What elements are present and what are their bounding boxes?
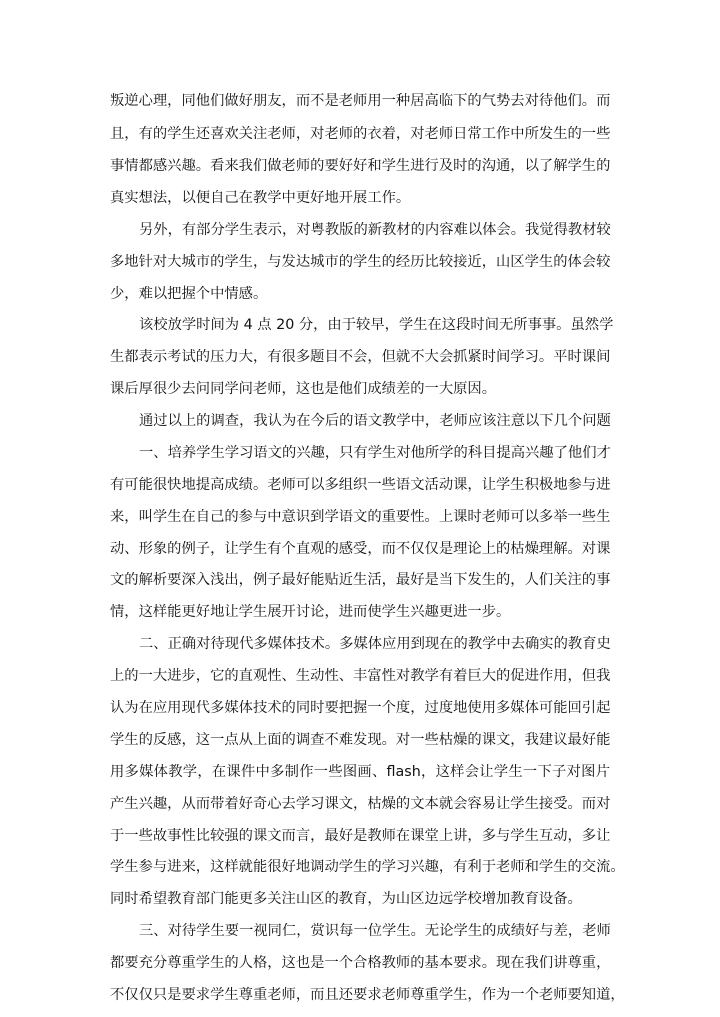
paragraph-2-line-2: 多地针对大城市的学生，与发达城市的学生的经历比较接近，山区学生的体会较 [110,254,611,270]
paragraph-6-line-3: 认为在应用现代多媒体技术的同时要把握一个度，过度地使用多媒体可能回引起 [110,700,611,716]
paragraph-3-line-1: 该校放学时间为 4 点 20 分，由于较早，学生在这段时间无所事事。虽然学 [139,317,614,333]
paragraph-4-line-1: 通过以上的调查，我认为在今后的语文教学中，老师应该注意以下几个问题 [139,413,611,429]
paragraph-1-line-1: 叛逆心理，同他们做好朋友，而不是老师用一种居高临下的气势去对待他们。而 [110,93,611,109]
paragraph-1-line-3: 事情都感兴趣。看来我们做老师的要好好和学生进行及时的沟通，以了解学生的 [110,158,611,174]
paragraph-6-line-9: 同时希望教育部门能更多关注山区的教育，为山区边远学校增加教育设备。 [110,891,582,907]
paragraph-5-line-6: 情，这样能更好地让学生展开讨论，进而使学生兴趣更进一步。 [110,604,511,620]
paragraph-6-line-4: 学生的反感，这一点从上面的调查不难发现。对一些枯燥的课文，我建议最好能 [110,732,611,748]
paragraph-6-line-5: 用多媒体教学，在课件中多制作一些图画、flash，这样会让学生一下子对图片 [110,764,610,780]
paragraph-5-line-2: 有可能很快地提高成绩。老师可以多组织一些语文活动课，让学生积极地参与进 [110,477,611,493]
paragraph-2-line-1: 另外，有部分学生表示，对粤教版的新教材的内容难以体会。我觉得教材较 [139,222,611,238]
paragraph-5-line-3: 来，叫学生在自己的参与中意识到学语文的重要性。上课时老师可以多举一些生 [110,509,611,525]
paragraph-5-line-1: 一、培养学生学习语文的兴趣，只有学生对他所学的科目提高兴趣了他们才 [139,445,611,461]
paragraph-6-line-7: 于一些故事性比较强的课文而言，最好是教师在课堂上讲，多与学生互动，多让 [110,828,611,844]
paragraph-6-line-1: 二、正确对待现代多媒体技术。多媒体应用到现在的教学中去确实的教育史 [139,636,611,652]
paragraph-1-line-4: 真实想法，以便自己在教学中更好地开展工作。 [110,190,411,206]
paragraph-2-line-3: 少，难以把握个中情感。 [110,286,268,302]
paragraph-6-line-6: 产生兴趣，从而带着好奇心去学习课文，枯燥的文本就会容易让学生接受。而对 [110,796,611,812]
paragraph-6-line-8: 学生参与进来，这样就能很好地调动学生的学习兴趣，有利于老师和学生的交流。 [110,859,625,875]
paragraph-1-line-2: 且，有的学生还喜欢关注老师，对老师的衣着，对老师日常工作中所发生的一些 [110,126,611,142]
paragraph-3-line-2: 生都表示考试的压力大，有很多题目不会，但就不大会抓紧时间学习。平时课间 [110,349,611,365]
paragraph-5-line-4: 动、形象的例子，让学生有个直观的感受，而不仅仅是理论上的枯燥理解。对课 [110,541,611,557]
paragraph-7-line-3: 不仅仅只是要求学生尊重老师，而且还要求老师尊重学生，作为一个老师要知道， [110,987,625,1003]
paragraph-6-line-2: 上的一大进步，它的直观性、生动性、丰富性对教学有着巨大的促进作用，但我 [110,668,611,684]
paragraph-7-line-2: 都要充分尊重学生的人格，这也是一个合格教师的基本要求。现在我们讲尊重， [110,955,611,971]
paragraph-3-line-3: 课后厚很少去问同学问老师，这也是他们成绩差的一大原因。 [110,381,497,397]
paragraph-5-line-5: 文的解析要深入浅出，例子最好能贴近生活，最好是当下发生的，人们关注的事 [110,572,611,588]
paragraph-7-line-1: 三、对待学生要一视同仁，赏识每一位学生。无论学生的成绩好与差，老师 [139,923,611,939]
